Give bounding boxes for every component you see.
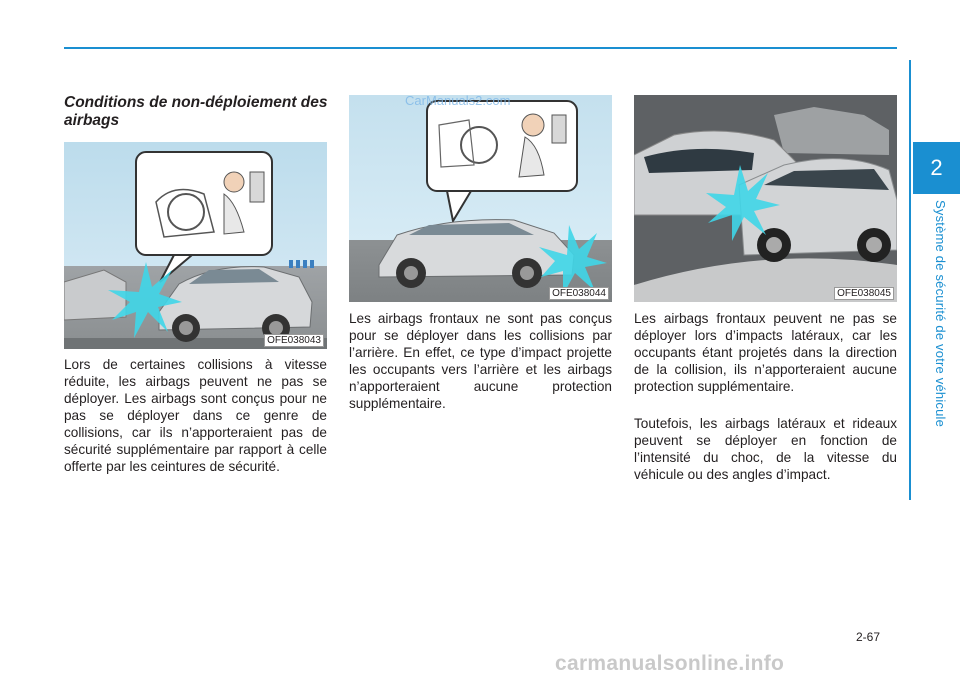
figure-code: OFE038043 xyxy=(264,334,324,347)
low-speed-collision-illustration xyxy=(64,142,327,349)
header-rule xyxy=(64,47,897,49)
paragraph: Les airbags frontaux ne sont pas conçus pour se déployer dans les collisions par l’arrière. En effet, ce type d’impact projette les occupants vers l’arrière et les airbags n’apporteraient aucune protection supplémentaire. xyxy=(349,311,612,411)
side-collision-illustration xyxy=(634,95,897,302)
paragraph: Lors de certaines collisions à vitesse réduite, les airbags peuvent ne pas se déployer. Les airbags sont conçus pour ne pas se déployer dans ce genre de collisions, car ils n’apporteraient pas de sécurité supplémentaire par rapport à celle offerte par les ceintures de sécurité. xyxy=(64,357,327,474)
watermark-bottom: carmanualsonline.info xyxy=(555,652,785,675)
chapter-number-tab[interactable]: 2 xyxy=(913,142,960,194)
paragraph: Les airbags frontaux peuvent ne pas se déployer lors d’impacts latéraux, car les occupants étant projetés dans la direction de la collision, ils n’apporteraient aucune protection supplémentaire. xyxy=(634,311,897,394)
paragraph: Toutefois, les airbags latéraux et rideaux peuvent se déployer en fonction de l’intensité du choc, de la vitesse du véhicule ou des angles d’impact. xyxy=(634,416,897,482)
figure-code: OFE038044 xyxy=(549,287,609,300)
watermark-top: CarManuals2.com xyxy=(405,93,511,108)
side-rule xyxy=(909,60,911,500)
section-heading: Conditions de non-déploiement des airbags xyxy=(64,94,328,129)
page-number: 2-67 xyxy=(856,630,881,644)
figure-code: OFE038045 xyxy=(834,287,894,300)
figure-rear-collision xyxy=(349,95,612,302)
figure-side-collision xyxy=(634,95,897,302)
chapter-title: Système de sécurité de votre véhicule xyxy=(933,200,948,428)
figure-low-speed-collision xyxy=(64,142,327,349)
rear-collision-illustration xyxy=(349,95,612,302)
